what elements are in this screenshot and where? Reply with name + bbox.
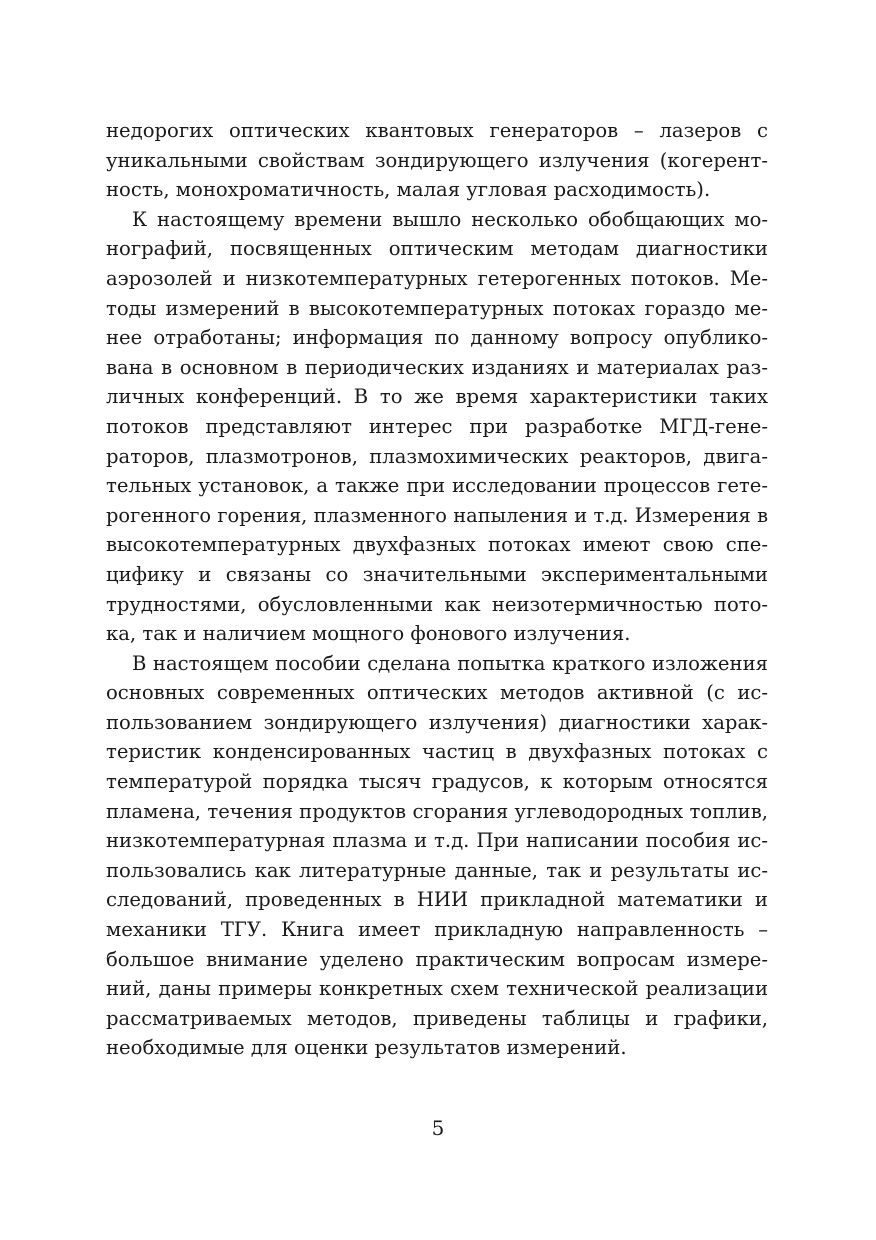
text-line: механики ТГУ. Книга имеет прикладную направленность – xyxy=(106,918,768,942)
text-line: ний, даны примеры конкретных схем технической реализации xyxy=(106,977,768,1001)
text-line: тоды измерений в высокотемпературных потоках гораздо ме- xyxy=(106,296,768,320)
text-line: пользованием зондирующего излучения) диагностики харак- xyxy=(106,710,768,734)
text-line: большое внимание уделено практическим вопросам измере- xyxy=(106,947,768,971)
text-line: личных конференций. В то же время характеристики таких xyxy=(106,385,768,409)
text-line: высокотемпературных двухфазных потоках имеют свою спе- xyxy=(106,533,768,557)
text-line: вана в основном в периодических изданиях и материалах раз- xyxy=(106,355,768,379)
page-number: 5 xyxy=(431,1116,445,1140)
paragraph xyxy=(106,116,768,205)
paragraph xyxy=(106,649,768,1063)
text-line: нее отработаны; информация по данному вопросу опублико- xyxy=(106,326,768,350)
paragraph xyxy=(106,205,768,649)
text-line: рогенного горения, плазменного напыления и т.д. Измерения в xyxy=(106,503,768,527)
text-line: пламена, течения продуктов сгорания углеводородных топлив, xyxy=(106,799,768,823)
body-text xyxy=(106,116,768,1063)
text-line: В настоящем пособии сделана попытка краткого изложения xyxy=(132,651,768,675)
text-line: ность, монохроматичность, малая угловая расходимость). xyxy=(106,178,711,202)
text-line: следований, проведенных в НИИ прикладной математики и xyxy=(106,888,768,912)
text-line: потоков представляют интерес при разработке МГД-гене- xyxy=(106,414,768,438)
text-line: теристик конденсированных частиц в двухфазных потоках с xyxy=(106,740,768,764)
text-line: трудностями, обусловленными как неизотермичностью пото- xyxy=(106,592,768,616)
text-line: цифику и связаны со значительными экспериментальными xyxy=(106,562,768,586)
text-line: необходимые для оценки результатов измерений. xyxy=(106,1036,627,1060)
text-line: аэрозолей и низкотемпературных гетерогенных потоков. Ме- xyxy=(106,266,768,290)
text-line: тельных установок, а также при исследовании процессов гете- xyxy=(106,474,768,498)
text-line: недорогих оптических квантовых генераторов – лазеров с xyxy=(106,119,768,142)
text-line: раторов, плазмотронов, плазмохимических реакторов, двига- xyxy=(106,444,768,468)
text-line: ка, так и наличием мощного фонового излучения. xyxy=(106,622,631,646)
text-line: основных современных оптических методов активной (с ис- xyxy=(106,681,768,705)
text-line: пользовались как литературные данные, так и результаты ис- xyxy=(106,858,768,882)
text-line: низкотемпературная плазма и т.д. При написании пособия ис- xyxy=(106,829,768,853)
text-line: уникальными свойствам зондирующего излучения (когерент- xyxy=(106,148,768,172)
text-line: нографий, посвященных оптическим методам диагностики xyxy=(106,237,768,261)
text-line: рассматриваемых методов, приведены таблицы и графики, xyxy=(106,1006,768,1030)
text-line: К настоящему времени вышло несколько обобщающих мо- xyxy=(132,207,768,231)
text-line: температурой порядка тысяч градусов, к которым относятся xyxy=(106,770,768,794)
